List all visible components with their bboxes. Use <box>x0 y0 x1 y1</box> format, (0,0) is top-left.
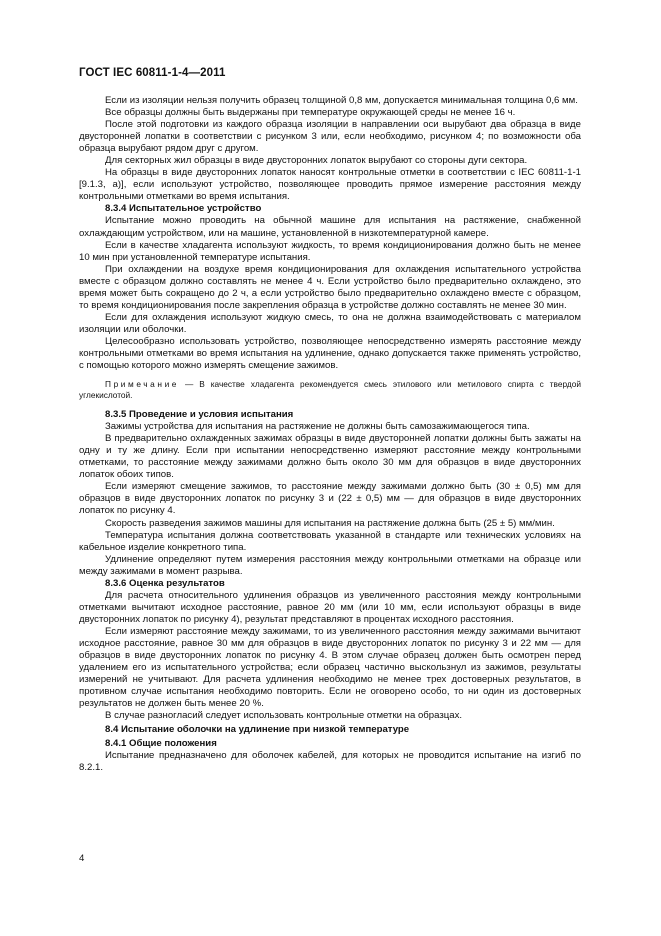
note-text: — В качестве хладагента рекомендуется смесь этилового или метилового спирта с твердой углекислотой. <box>79 379 581 401</box>
section-heading-8-3-6: 8.3.6 Оценка результатов <box>105 577 225 589</box>
paragraph: В предварительно охлажденных зажимах образцы в виде двусторонней лопатки должны быть зажаты на одну и ту же длину. Если при испытании непосредственно измеряют расстояние между контрольными отметками, то расстояние между зажимами должно быть около 30 мм для образцов в виде двусторонних лопаток обоих типов. <box>79 433 581 481</box>
paragraph: Все образцы должны быть выдержаны при температуре окружающей среды не менее 16 ч. <box>105 107 516 119</box>
paragraph: Температура испытания должна соответствовать указанной в стандарте или технических условиях на кабельное изделие конкретного типа. <box>79 529 581 553</box>
paragraph: Если измеряют расстояние между зажимами, то из увеличенного расстояния между зажимами вычитают исходное расстояние, равное 30 мм для образцов в виде двусторонних лопаток по рисунку 3 и 22 мм — для образцов в виде двусторонних лопаток по рисунку 4. В этом случае образец должен быть осмотрен перед удалением его из испытательного устройства; если образец частично выскользнул из зажимов, результаты измерений не учитывают. Для расчета удлинения необходимо не менее трех достоверных результатов, в противном случае испытания необходимо повторить. Если не оговорено особо, то ни один из достоверных результатов не должен быть менее 20 %. <box>79 625 581 710</box>
section-heading-8-3-5: 8.3.5 Проведение и условия испытания <box>105 409 294 421</box>
section-heading-8-3-4: 8.3.4 Испытательное устройство <box>105 203 262 215</box>
paragraph: Если из изоляции нельзя получить образец толщиной 0,8 мм, допускается минимальная толщина 0,6 мм. <box>105 95 578 106</box>
note <box>79 379 581 401</box>
paragraph: Для расчета относительного удлинения образцов из увеличенного расстояния между контрольными отметками вычитают исходное расстояние, равное 20 мм (или 10 мм, если используют образцы в виде двусторонних лопаток по рисунку 4), результат представляют в процентах исходного расстояния. <box>79 589 581 625</box>
section-heading-8-4-1: 8.4.1 Общие положения <box>105 738 217 750</box>
paragraph: На образцы в виде двусторонних лопаток наносят контрольные отметки в соответствии с IEC 60811-1-1 [9.1.3, a)], если используют устройство, позволяющее проводить прямое измерение расстояния между контрольными отметками во время испытания. <box>79 167 581 203</box>
paragraph: В случае разногласий следует использовать контрольные отметки на образцах. <box>105 710 463 722</box>
paragraph: Испытание можно проводить на обычной машине для испытания на растяжение, снабженной охлаждающим устройством, или на машине, установленной в низкотемпературной камере. <box>79 215 581 239</box>
note-label: Примечание <box>105 379 180 390</box>
paragraph: При охлаждении на воздухе время кондиционирования для охлаждения испытательного устройства вместе с образцом должно составлять не менее 4 ч. Если устройство было предварительно охлаждено, это время может быть сокращено до 2 ч, а если устройство было предварительно охлаждено вместе с образцом, то время кондиционирования после закрепления образца в устройстве должно составлять не менее 30 мин. <box>79 263 581 311</box>
paragraph: После этой подготовки из каждого образца изоляции в направлении оси вырубают два образца в виде двусторонней лопатки в соответствии с рисунком 3 или, если необходимо, рисунком 4; по возможности оба образца вырубают рядом друг с другом. <box>79 119 581 155</box>
paragraph: Целесообразно использовать устройство, позволяющее непосредственно измерять расстояние между контрольными отметками во время испытания на удлинение, однако допускается также применять устройство, с помощью которого можно измерять смещение зажимов. <box>79 335 581 372</box>
paragraph: Зажимы устройства для испытания на растяжение не должны быть самозажимающегося типа. <box>105 421 530 433</box>
paragraph: Испытание предназначено для оболочек кабелей, для которых не проводится испытание на изгиб по 8.2.1. <box>79 750 581 774</box>
paragraph: Для секторных жил образцы в виде двусторонних лопаток вырубают со стороны дуги сектора. <box>105 155 528 167</box>
paragraph: Скорость разведения зажимов машины для испытания на растяжение должна быть (25 ± 5) мм/мин. <box>105 517 555 529</box>
paragraph: Если в качестве хладагента используют жидкость, то время кондиционирования должно быть не менее 10 мин при установленной температуре испытания. <box>79 239 581 263</box>
document-header: ГОСТ IEC 60811-1-4—2011 <box>79 67 226 79</box>
page-number: 4 <box>79 853 85 864</box>
section-heading-8-4: 8.4 Испытание оболочки на удлинение при низкой температуре <box>105 724 410 736</box>
paragraph: Если для охлаждения используют жидкую смесь, то она не должна взаимодействовать с материалом изоляции или оболочки. <box>79 311 581 335</box>
document-body <box>79 95 581 774</box>
paragraph: Удлинение определяют путем измерения расстояния между контрольными отметками на образце или между зажимами в момент разрыва. <box>79 553 581 577</box>
paragraph: Если измеряют смещение зажимов, то расстояние между зажимами должно быть (30 ± 0,5) мм для образцов в виде двусторонних лопаток по рисунку 3 и (22 ± 0,5) мм — для образцов в виде двусторонних лопаток по рисунку 4. <box>79 481 581 517</box>
